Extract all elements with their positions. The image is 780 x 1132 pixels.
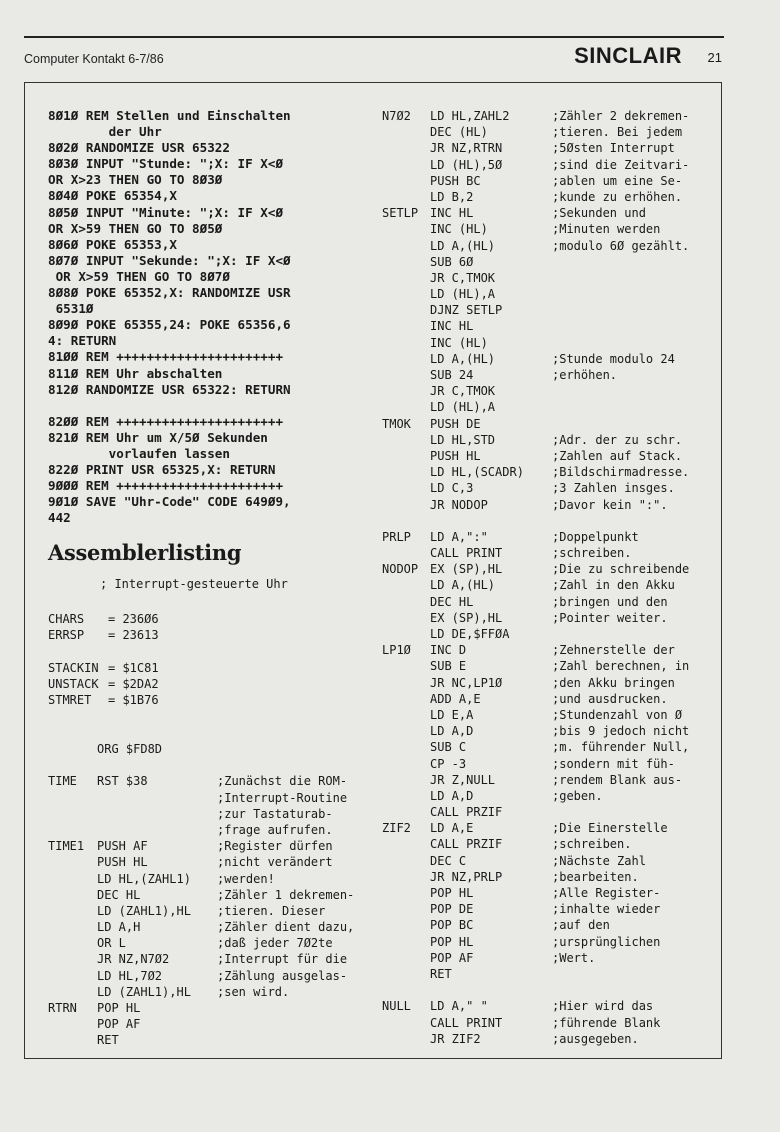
asm-instr: JR NZ,PRLP <box>430 869 503 884</box>
asm-instr: LD A," " <box>430 999 488 1014</box>
asm-comment: ;den Akku bringen <box>552 675 675 690</box>
basic-line: OR X>23 THEN GO TO 8Ø3Ø <box>48 172 223 188</box>
asm-line <box>382 820 712 836</box>
asm-instr: SUB E <box>430 659 467 674</box>
asm-comment: ;inhalte wieder <box>552 902 661 917</box>
asm-label: NODOP <box>382 562 419 577</box>
asm-instr: JR NODOP <box>430 497 488 512</box>
asm-comment: ;Minuten werden <box>552 222 661 237</box>
asm-comment: ;sen wird. <box>217 984 290 999</box>
asm-comment: ;frage aufrufen. <box>217 822 333 837</box>
asm-comment: ;Stundenzahl von Ø <box>552 707 683 722</box>
asm-line <box>48 984 378 1000</box>
asm-instr: DJNZ SETLP <box>430 303 503 318</box>
asm-line <box>382 885 712 901</box>
asm-instr: CALL PRINT <box>430 1015 503 1030</box>
asm-instr: POP DE <box>430 902 474 917</box>
equate-value: = $2DA2 <box>108 676 159 691</box>
basic-line: 8Ø9Ø POKE 65355,24: POKE 65356,6 <box>48 317 291 333</box>
asm-line <box>382 513 712 529</box>
asm-line <box>382 966 712 982</box>
asm-line <box>382 1015 712 1031</box>
basic-line: 8Ø6Ø POKE 65353,X <box>48 236 177 252</box>
asm-line <box>382 772 712 788</box>
asm-comment: ;Zahl berechnen, in <box>552 659 690 674</box>
asm-line <box>48 1032 378 1048</box>
asm-instr: OR L <box>97 936 126 951</box>
asm-instr: CALL PRZIF <box>430 805 503 820</box>
equate-value: = $1B76 <box>108 692 159 707</box>
asm-instr: POP AF <box>97 1017 141 1032</box>
asm-instr: SUB 24 <box>430 368 474 382</box>
basic-line: 4: RETURN <box>48 333 117 349</box>
asm-instr: LD C,3 <box>430 481 474 496</box>
asm-instr: LD (ZAHL1),HL <box>97 903 191 918</box>
asm-instr: POP AF <box>430 950 474 965</box>
equate-label: ERRSP <box>48 628 85 643</box>
basic-line: 811Ø REM Uhr abschalten <box>48 365 223 381</box>
asm-line <box>48 1016 378 1032</box>
basic-listing <box>48 108 378 526</box>
basic-line: 81ØØ REM ++++++++++++++++++++++ <box>48 349 284 365</box>
basic-line: 82ØØ REM ++++++++++++++++++++++ <box>48 413 284 429</box>
asm-instr: DEC HL <box>430 594 474 609</box>
asm-comment: ;Adr. der zu schr. <box>552 432 683 447</box>
asm-comment: ;schreiben. <box>552 837 632 852</box>
asm-comment: ;ausgegeben. <box>552 1031 639 1046</box>
asm-comment: ;5Østen Interrupt <box>552 141 675 156</box>
asm-line <box>382 416 712 432</box>
basic-line: 6531Ø <box>48 301 94 317</box>
asm-line <box>382 1031 712 1047</box>
equate-value: = 236Ø6 <box>108 612 159 626</box>
asm-comment: ;ursprünglichen <box>552 934 661 949</box>
asm-label: TIME <box>48 774 77 789</box>
asm-instr: LD HL,7Ø2 <box>97 968 163 983</box>
asm-comment: ;Davor kein ":". <box>552 497 668 512</box>
asm-comment: ;Doppelpunkt <box>552 529 639 544</box>
asm-label: PRLP <box>382 529 411 544</box>
asm-line <box>382 901 712 917</box>
asm-comment: ;modulo 6Ø gezählt. <box>552 238 690 253</box>
asm-comment: ;Zähler 1 dekremen- <box>217 887 355 902</box>
equate-label: UNSTACK <box>48 676 99 691</box>
basic-line: 8Ø5Ø INPUT "Minute: ";X: IF X<Ø <box>48 204 284 220</box>
asm-comment: ;3 Zahlen insges. <box>552 481 675 496</box>
asm-comment: ;Alle Register- <box>552 886 661 900</box>
asm-comment: ;sind die Zeitvari- <box>552 157 690 172</box>
asm-line <box>382 626 712 642</box>
basic-line: 812Ø RANDOMIZE USR 65322: RETURN <box>48 381 291 397</box>
asm-comment: ;Wert. <box>552 950 596 965</box>
asm-instr: LD (HL),A <box>430 400 496 415</box>
asm-line <box>382 221 712 237</box>
asm-comment: ;Zahl in den Akku <box>552 578 675 593</box>
assembler-right-column <box>382 108 712 1047</box>
asm-instr: RET <box>430 966 452 981</box>
asm-instr: LD A,(HL) <box>430 238 496 253</box>
asm-instr: LD HL,STD <box>430 432 496 447</box>
asm-label: TMOK <box>382 416 411 431</box>
asm-label: RTRN <box>48 1001 77 1015</box>
page-number: 21 <box>707 50 722 65</box>
asm-line <box>382 383 712 399</box>
basic-line: vorlaufen lassen <box>48 445 230 461</box>
asm-instr: DEC (HL) <box>430 125 488 140</box>
asm-instr: LD A,(HL) <box>430 351 496 366</box>
asm-label: ZIF2 <box>382 821 411 836</box>
asm-line <box>382 399 712 415</box>
asm-instr: LD (ZAHL1),HL <box>97 984 191 999</box>
asm-instr: RET <box>97 1033 119 1048</box>
asm-line <box>382 432 712 448</box>
asm-instr: PUSH HL <box>430 448 481 463</box>
basic-line: 8Ø2Ø RANDOMIZE USR 65322 <box>48 140 230 156</box>
asm-comment: ;Zunächst die ROM- <box>217 774 348 789</box>
asm-comment: ;auf den <box>552 918 610 933</box>
asm-comment: ;geben. <box>552 788 603 803</box>
basic-line: der Uhr <box>48 124 162 140</box>
basic-line: 8Ø3Ø INPUT "Stunde: ";X: IF X<Ø <box>48 156 284 172</box>
asm-comment: ;m. führender Null, <box>552 740 690 755</box>
asm-comment: ;Zähler 2 dekremen- <box>552 109 690 123</box>
basic-line: 442 <box>48 510 71 526</box>
asm-line <box>382 318 712 334</box>
basic-line: 821Ø REM Uhr um X/5Ø Sekunden <box>48 429 268 445</box>
asm-comment: ;zur Tastaturab- <box>217 806 333 821</box>
asm-line <box>382 173 712 189</box>
asm-instr: PUSH HL <box>97 855 148 870</box>
asm-instr: LD A,":" <box>430 529 488 544</box>
section-title: SINCLAIR <box>574 43 682 68</box>
asm-line <box>382 675 712 691</box>
asm-line <box>382 270 712 286</box>
asm-line <box>382 853 712 869</box>
asm-line <box>48 871 378 887</box>
asm-instr: LD DE,$FFØA <box>430 627 510 641</box>
basic-line: 9ØØØ REM ++++++++++++++++++++++ <box>48 478 284 494</box>
asm-comment: ;Interrupt-Routine <box>217 790 348 805</box>
asm-instr: JR C,TMOK <box>430 270 496 285</box>
asm-instr: INC D <box>430 643 467 658</box>
asm-line <box>382 351 712 367</box>
asm-line <box>48 935 378 951</box>
asm-line <box>382 529 712 545</box>
asm-line <box>48 968 378 984</box>
asm-comment: ;werden! <box>217 871 275 886</box>
asm-line <box>382 464 712 480</box>
basic-line: 8Ø8Ø POKE 65352,X: RANDOMIZE USR <box>48 285 291 301</box>
basic-line: 822Ø PRINT USR 65325,X: RETURN <box>48 462 276 478</box>
asm-line <box>382 335 712 351</box>
asm-instr: JR NZ,N7Ø2 <box>97 952 170 967</box>
asm-label: SETLP <box>382 206 419 221</box>
asm-line <box>382 286 712 302</box>
asm-comment: ;bearbeiten. <box>552 869 639 884</box>
asm-line <box>48 741 378 757</box>
asm-instr: JR Z,NULL <box>430 772 496 787</box>
asm-instr: LD A,D <box>430 724 474 739</box>
asm-line <box>382 594 712 610</box>
assembler-left-column <box>48 741 378 1049</box>
asm-label: NULL <box>382 999 411 1014</box>
asm-line <box>48 822 378 838</box>
asm-line <box>382 480 712 496</box>
asm-instr: CALL PRINT <box>430 546 503 561</box>
magazine-issue: Computer Kontakt 6-7/86 <box>24 52 164 66</box>
equate-label: CHARS <box>48 612 85 626</box>
asm-line <box>382 836 712 852</box>
asm-line <box>382 707 712 723</box>
equates-block <box>48 611 248 708</box>
asm-comment: ;Zehnerstelle der <box>552 643 675 658</box>
asm-line <box>48 1000 378 1016</box>
asm-instr: LD HL,ZAHL2 <box>430 109 510 123</box>
basic-line: 8Ø4Ø POKE 65354,X <box>48 188 177 204</box>
asm-line <box>382 367 712 383</box>
asm-comment: ;und ausdrucken. <box>552 691 668 706</box>
equate-line <box>48 643 248 659</box>
asm-line <box>382 756 712 772</box>
asm-instr: SUB 6Ø <box>430 254 474 269</box>
asm-instr: CALL PRZIF <box>430 837 503 852</box>
asm-line <box>382 642 712 658</box>
asm-instr: DEC HL <box>97 887 141 902</box>
basic-line: OR X>59 THEN GO TO 8Ø7Ø <box>48 268 230 284</box>
asm-comment: ;erhöhen. <box>552 368 618 382</box>
asm-comment: ;tieren. Dieser <box>217 903 326 918</box>
asm-instr: POP HL <box>430 886 474 900</box>
equate-line <box>48 676 248 692</box>
asm-comment: ;Zähler dient dazu, <box>217 920 355 935</box>
asm-comment: ;daß jeder 7Ø2te <box>217 936 333 951</box>
asm-instr: PUSH BC <box>430 173 481 188</box>
asm-instr: DEC C <box>430 853 467 868</box>
equate-label: STACKIN <box>48 660 99 675</box>
equate-line <box>48 692 248 708</box>
asm-comment: ;rendem Blank aus- <box>552 772 683 787</box>
asm-line <box>382 950 712 966</box>
asm-line <box>382 302 712 318</box>
asm-line <box>382 804 712 820</box>
asm-instr: LD HL,(ZAHL1) <box>97 871 191 886</box>
asm-label: LP1Ø <box>382 643 411 658</box>
asm-line <box>382 577 712 593</box>
asm-comment: ;Zählung ausgelas- <box>217 968 348 983</box>
asm-instr: LD A,H <box>97 920 141 935</box>
asm-line <box>382 140 712 156</box>
asm-line <box>382 998 712 1014</box>
asm-comment: ;schreiben. <box>552 546 632 561</box>
asm-comment: ;führende Blank <box>552 1015 661 1030</box>
asm-comment: ;bringen und den <box>552 594 668 609</box>
asm-instr: LD (HL),A <box>430 287 496 302</box>
asm-instr: JR ZIF2 <box>430 1031 481 1046</box>
asm-line <box>382 238 712 254</box>
asm-line <box>48 838 378 854</box>
basic-line: OR X>59 THEN GO TO 8Ø5Ø <box>48 220 223 236</box>
equate-line <box>48 611 248 627</box>
asm-line <box>382 448 712 464</box>
asm-line <box>382 189 712 205</box>
asm-line <box>48 773 378 789</box>
asm-line <box>48 919 378 935</box>
asm-instr: JR NZ,RTRN <box>430 141 503 156</box>
asm-instr: ADD A,E <box>430 691 481 706</box>
asm-line <box>48 757 378 773</box>
asm-line <box>48 903 378 919</box>
asm-instr: INC (HL) <box>430 222 488 237</box>
asm-line <box>48 790 378 806</box>
asm-instr: LD A,E <box>430 821 474 836</box>
asm-instr: JR NC,LP1Ø <box>430 675 503 690</box>
asm-line <box>382 124 712 140</box>
basic-line: 8Ø7Ø INPUT "Sekunde: ";X: IF X<Ø <box>48 252 291 268</box>
asm-instr: PUSH DE <box>430 416 481 431</box>
asm-line <box>48 854 378 870</box>
asm-instr: INC HL <box>430 319 474 334</box>
asm-line <box>48 887 378 903</box>
asm-comment: ;Zahlen auf Stack. <box>552 448 683 463</box>
equate-value: = $1C81 <box>108 660 159 675</box>
asm-comment: ;bis 9 jedoch nicht <box>552 724 690 739</box>
asm-instr: LD B,2 <box>430 189 474 204</box>
asm-comment: ;nicht verändert <box>217 855 333 870</box>
asm-line <box>382 723 712 739</box>
asm-instr: LD A,(HL) <box>430 578 496 593</box>
asm-line <box>382 254 712 270</box>
basic-line: 8Ø1Ø REM Stellen und Einschalten <box>48 108 291 123</box>
asm-line <box>382 982 712 998</box>
asm-comment: ;Bildschirmadresse. <box>552 465 690 480</box>
asm-comment: ;kunde zu erhöhen. <box>552 189 683 204</box>
asm-line <box>382 561 712 577</box>
assembler-heading: Assemblerlisting <box>48 540 242 565</box>
asm-comment: ;Hier wird das <box>552 999 654 1014</box>
asm-line <box>382 869 712 885</box>
asm-line <box>382 658 712 674</box>
asm-instr: LD A,D <box>430 788 474 803</box>
asm-instr: INC (HL) <box>430 335 488 350</box>
equate-line <box>48 660 248 676</box>
asm-line <box>382 497 712 513</box>
asm-instr: ORG $FD8D <box>97 742 163 756</box>
asm-line <box>382 691 712 707</box>
asm-instr: INC HL <box>430 206 474 221</box>
basic-line <box>48 398 378 414</box>
asm-line <box>48 806 378 822</box>
asm-instr: CP -3 <box>430 756 467 771</box>
asm-line <box>382 610 712 626</box>
equate-line <box>48 627 248 643</box>
asm-comment: ;Register dürfen <box>217 839 333 854</box>
asm-comment: ;Pointer weiter. <box>552 610 668 625</box>
asm-instr: POP BC <box>430 918 474 933</box>
asm-instr: PUSH AF <box>97 839 148 854</box>
assembler-comment: ; Interrupt-gesteuerte Uhr <box>100 577 288 591</box>
asm-instr: EX (SP),HL <box>430 562 503 577</box>
asm-label: TIME1 <box>48 839 85 854</box>
asm-comment: ;ablen um eine Se- <box>552 173 683 188</box>
asm-line <box>48 951 378 967</box>
asm-line <box>382 917 712 933</box>
asm-instr: JR C,TMOK <box>430 384 496 399</box>
asm-instr: SUB C <box>430 740 467 755</box>
asm-comment: ;Nächste Zahl <box>552 853 646 868</box>
asm-instr: LD (HL),5Ø <box>430 157 503 172</box>
asm-comment: ;Die zu schreibende <box>552 562 690 577</box>
asm-comment: ;Die Einerstelle <box>552 821 668 836</box>
asm-line <box>382 205 712 221</box>
asm-line <box>382 934 712 950</box>
asm-instr: POP HL <box>97 1001 141 1015</box>
equate-value: = 23613 <box>108 628 159 643</box>
asm-instr: LD E,A <box>430 707 474 722</box>
asm-instr: LD HL,(SCADR) <box>430 465 524 480</box>
asm-comment: ;Stunde modulo 24 <box>552 351 675 366</box>
asm-line <box>382 788 712 804</box>
asm-line <box>382 739 712 755</box>
equate-label: STMRET <box>48 692 92 707</box>
asm-comment: ;sondern mit füh- <box>552 756 675 771</box>
asm-instr: EX (SP),HL <box>430 610 503 625</box>
asm-comment: ;tieren. Bei jedem <box>552 125 683 140</box>
asm-comment: ;Sekunden und <box>552 206 646 221</box>
asm-instr: RST $38 <box>97 774 148 789</box>
asm-line <box>382 545 712 561</box>
asm-label: N7Ø2 <box>382 109 411 123</box>
asm-instr: POP HL <box>430 934 474 949</box>
asm-comment: ;Interrupt für die <box>217 952 348 967</box>
page-header <box>24 36 724 68</box>
asm-line <box>382 108 712 124</box>
asm-line <box>382 157 712 173</box>
basic-line: 9Ø1Ø SAVE "Uhr-Code" CODE 649Ø9, <box>48 494 291 510</box>
